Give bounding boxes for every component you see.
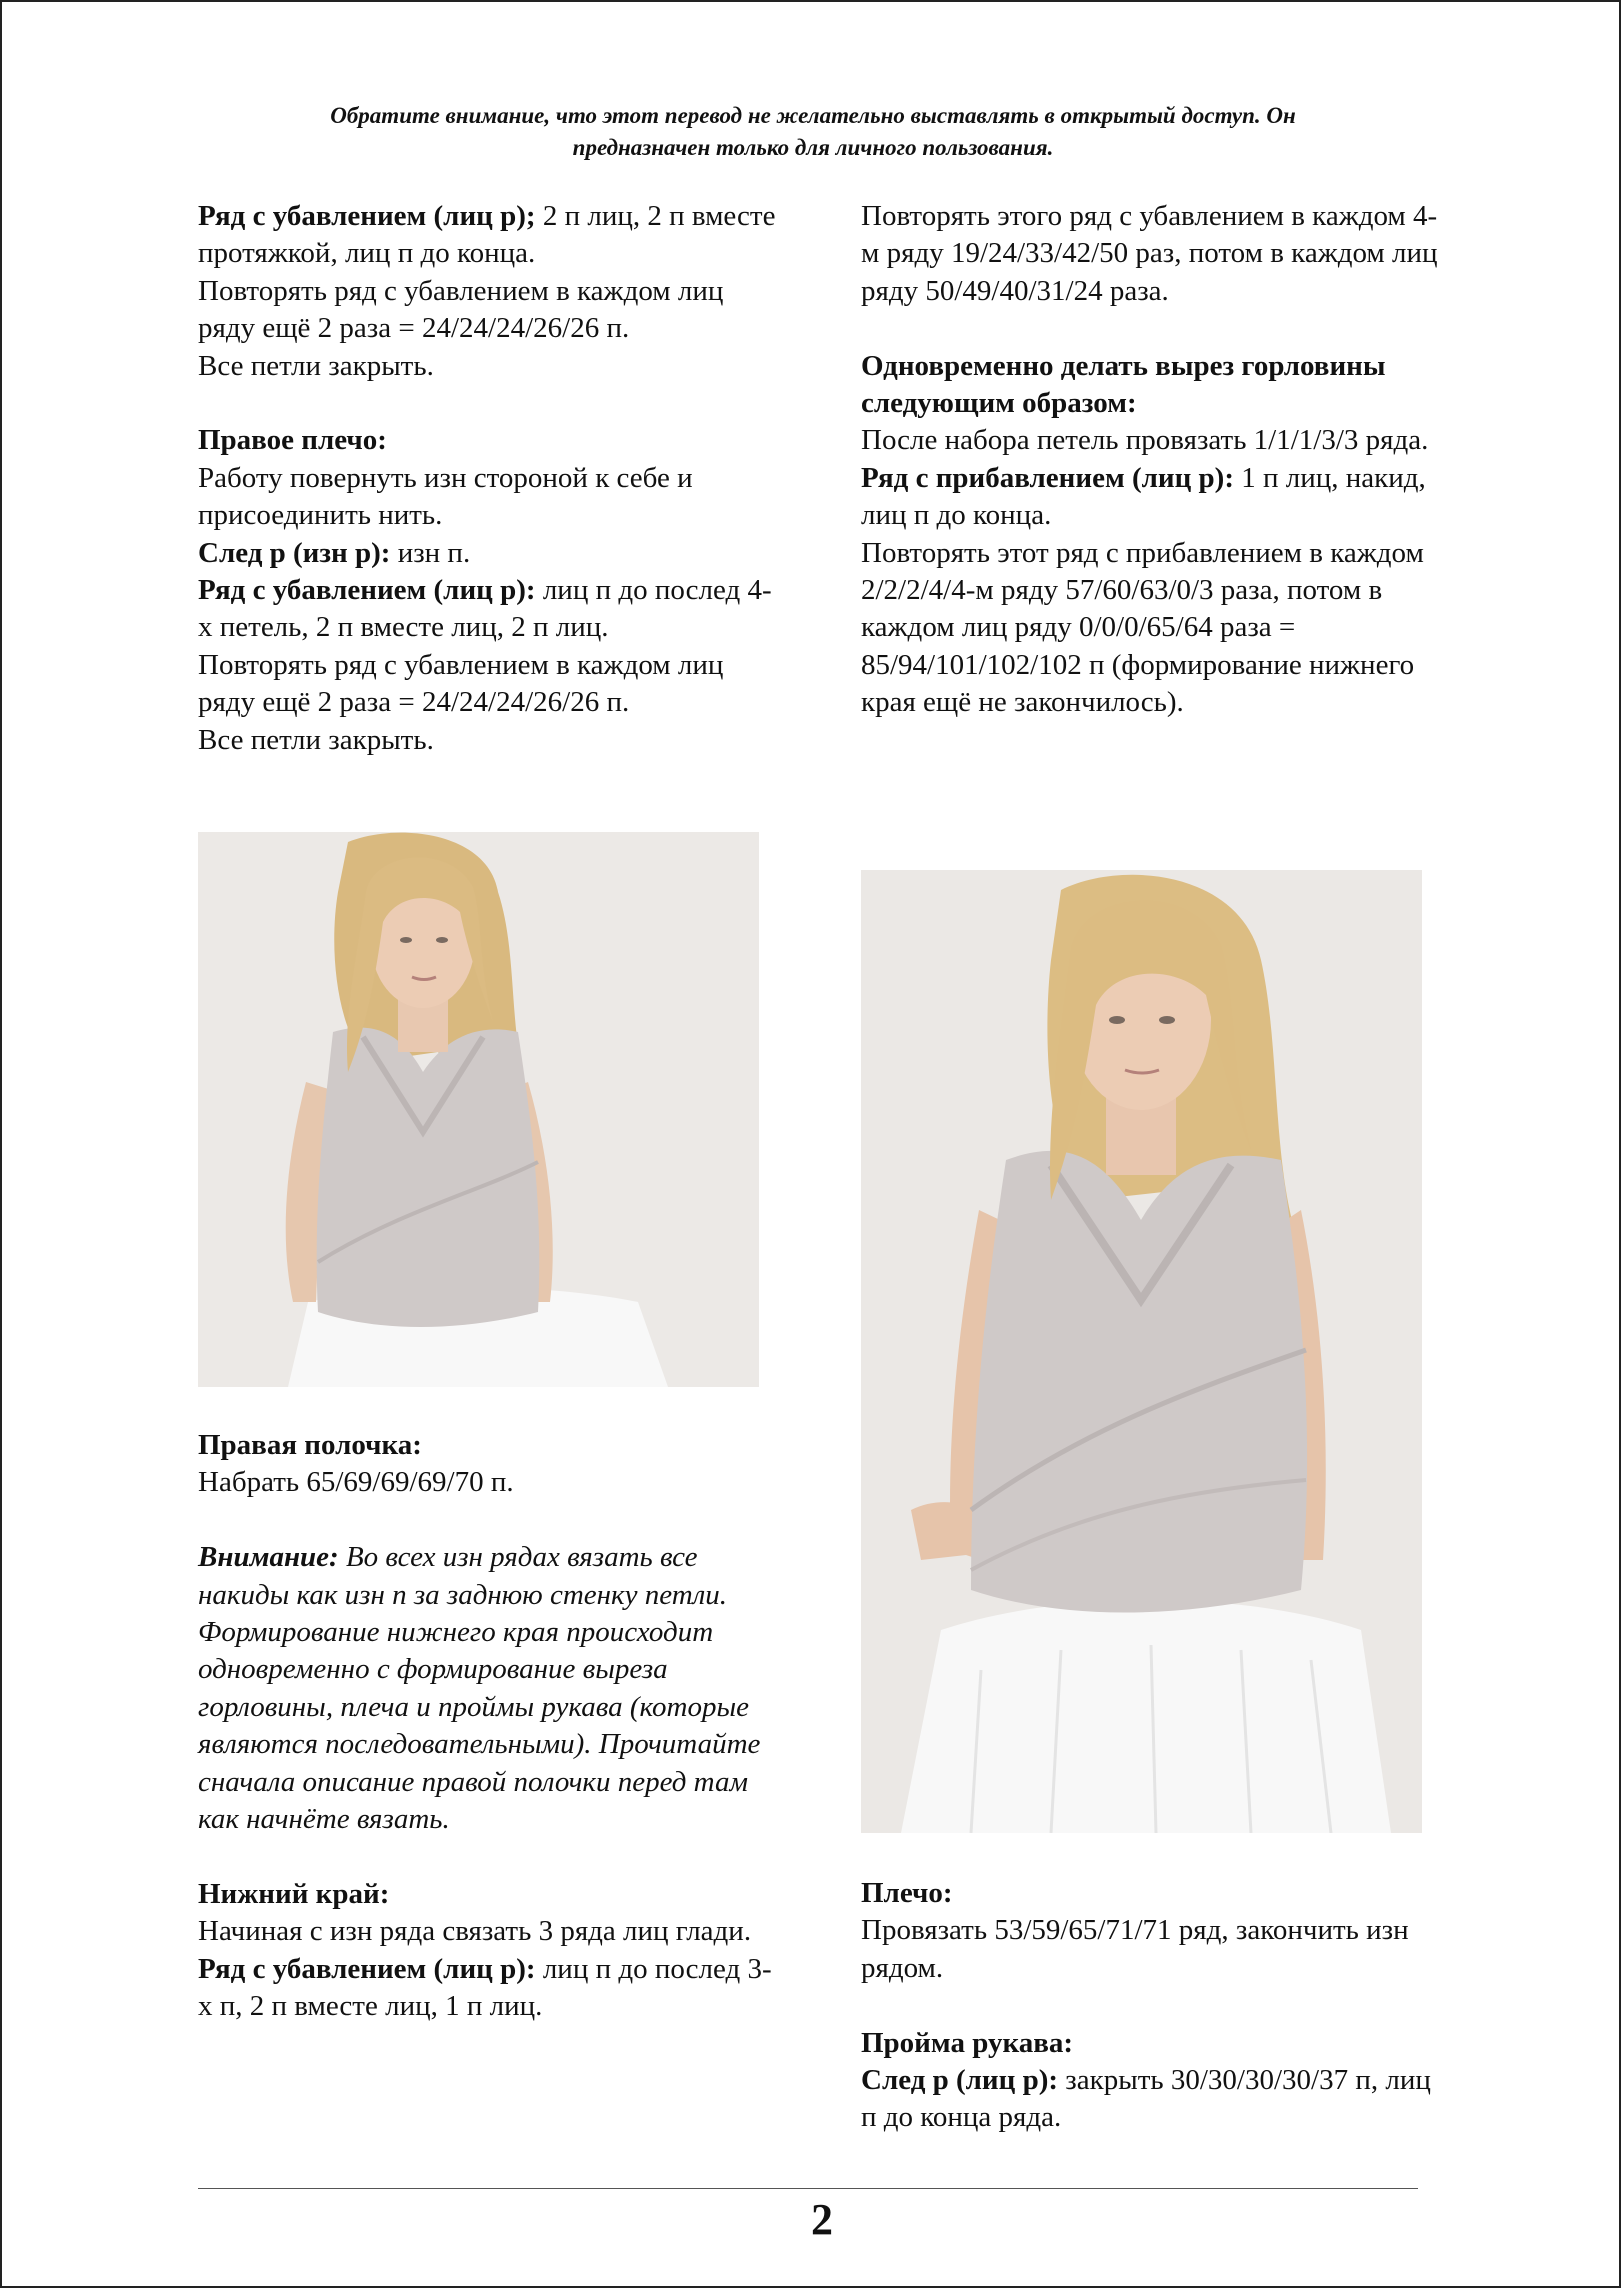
right-shoulder-heading: Правое плечо: — [198, 424, 387, 457]
shoulder-heading: Плечо: — [861, 1877, 953, 1909]
left-column-bottom — [198, 1427, 778, 2025]
bottom-edge-heading: Нижний край: — [198, 1877, 390, 1910]
right-shoulder-p2: След р (изн р): изн п. — [198, 536, 471, 569]
page-number: 2 — [811, 2195, 833, 2244]
repeat-decrease-paragraph: Повторять этого ряд с убавлением в каждом 4-м ряду 19/24/33/42/50 раз, потом в каждом лиц ряду 50/49/40/31/24 раза. — [861, 200, 1438, 307]
right-shoulder-p3: Ряд с убавлением (лиц р): лиц п до послед 4-х петель, 2 п вместе лиц, 2 п лиц. — [198, 574, 772, 644]
armhole-heading: Пройма рукава: — [861, 2026, 1074, 2059]
notice-line-1: Обратите внимание, что этот перевод не желательно выставлять в открытый доступ. Он — [330, 103, 1296, 128]
left-column-top — [198, 198, 778, 759]
bottom-edge-p2: Ряд с убавлением (лиц р): лиц п до послед 3-х п, 2 п вместе лиц, 1 п лиц. — [198, 1952, 772, 2023]
armhole-p1: След р (лиц р): закрыть 30/30/30/30/37 п, лиц п до конца ряда. — [861, 2064, 1431, 2134]
neckline-p1: После набора петель провязать 1/1/1/3/3 ряда. — [861, 424, 1429, 457]
right-shoulder-p1: Работу повернуть изн стороной к себе и присоединить нить. — [198, 461, 693, 532]
right-front-cast-on: Набрать 65/69/69/69/70 п. — [198, 1466, 514, 1499]
decrease-row-paragraph — [198, 198, 778, 273]
notice-line-2: предназначен только для личного пользования. — [572, 135, 1054, 160]
neckline-heading: Одновременно делать вырез горловины следующим образом: — [861, 349, 1386, 420]
neckline-p2: Ряд с прибавлением (лиц р): 1 п лиц, накид, лиц п до конца. — [861, 461, 1426, 532]
bind-off-paragraph: Все петли закрыть. — [198, 349, 434, 382]
shoulder-p1: Провязать 53/59/65/71/71 ряд, закончить изн рядом. — [861, 1914, 1409, 1984]
model-illustration-left — [198, 832, 759, 1387]
right-column-bottom — [861, 1875, 1441, 2137]
right-shoulder-p4: Повторять ряд с убавлением в каждом лиц ряду ещё 2 раза = 24/24/24/26/26 п. — [198, 648, 724, 719]
attention-paragraph: Внимание: Во всех изн рядах вязать все накиды как изн п за заднюю стенку петли. Формирование нижнего края происходит одновременно с формирование выреза горловины, плеча и проймы рукава (которые являются последовательными). Прочитайте сначала описание правой полочки перед там как начнёте вязать. — [198, 1541, 761, 1836]
model-photo-left — [198, 832, 759, 1387]
neckline-p3: Повторять этот ряд с прибавлением в каждом 2/2/2/4/4-м ряду 57/60/63/0/3 раза, потом в каждом лиц ряду 0/0/0/65/64 раза = 85/94/101/102/102 п (формирование нижнего края ещё не закончилось). — [861, 536, 1424, 719]
right-front-heading: Правая полочка: — [198, 1429, 422, 1461]
footer-divider — [198, 2188, 1418, 2189]
decrease-row-label: Ряд с убавлением (лиц р); — [198, 200, 536, 232]
bottom-edge-p1: Начиная с изн ряда связать 3 ряда лиц глади. — [198, 1915, 752, 1948]
right-shoulder-p5: Все петли закрыть. — [198, 723, 434, 756]
repeat-paragraph: Повторять ряд с убавлением в каждом лиц ряду ещё 2 раза = 24/24/24/26/26 п. — [198, 274, 724, 345]
model-photo-right — [861, 870, 1422, 1833]
decrease-row-text: 2 п лиц, 2 п вместе протяжкой, лиц п до конца. — [198, 200, 776, 270]
model-illustration-right — [861, 870, 1422, 1833]
right-column-top — [861, 198, 1441, 722]
translation-notice — [198, 100, 1428, 164]
